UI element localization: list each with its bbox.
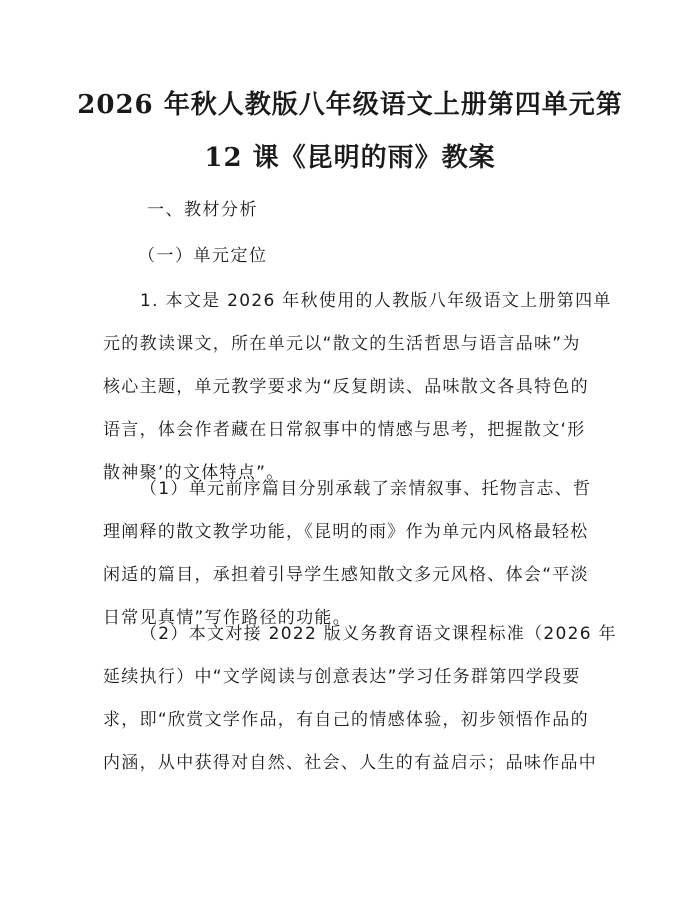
paragraph-line: 语言，体会作者藏在日常叙事中的情感与思考，把握散文‘形: [103, 420, 586, 440]
paragraph-line: 散神聚’的文体特点”。: [103, 463, 285, 483]
paragraph-line: 日常见真情”写作路径的功能。: [103, 608, 352, 628]
section-heading: 一、教材分析: [147, 200, 258, 220]
document-title-line-1: 2026 年秋人教版八年级语文上册第四单元第: [77, 90, 623, 120]
document-title-line-2: 12 课《昆明的雨》教案: [204, 143, 496, 173]
paragraph-line: 内涵，从中获得对自然、社会、人生的有益启示；品味作品中: [103, 753, 598, 773]
subsection-heading: （一）单元定位: [138, 246, 268, 266]
paragraph-line: （1）单元前序篇目分别承载了亲情叙事、托物言志、哲: [140, 479, 592, 499]
paragraph-line: 元的教读课文，所在单元以“散文的生活哲思与语言品味”为: [103, 334, 581, 354]
paragraph-line: 求，即“欣赏文学作品，有自己的情感体验，初步领悟作品的: [103, 710, 589, 730]
paragraph-line: 延续执行）中“文学阅读与创意表达”学习任务群第四学段要: [103, 667, 581, 687]
paragraph-line: （2）本文对接 2022 版义务教育语文课程标准（2026 年: [140, 624, 617, 644]
paragraph-line: 理阐释的散文教学功能，《昆明的雨》作为单元内风格最轻松: [103, 522, 589, 542]
paragraph-line: 核心主题，单元教学要求为“反复朗读、品味散文各具特色的: [103, 377, 589, 397]
paragraph-3: [103, 620, 623, 792]
paragraph-1: [103, 287, 623, 502]
paragraph-line: 闲适的篇目，承担着引导学生感知散文多元风格、体会“平淡: [103, 565, 589, 585]
paragraph-line: 1. 本文是 2026 年秋使用的人教版八年级语文上册第四单: [140, 291, 612, 311]
